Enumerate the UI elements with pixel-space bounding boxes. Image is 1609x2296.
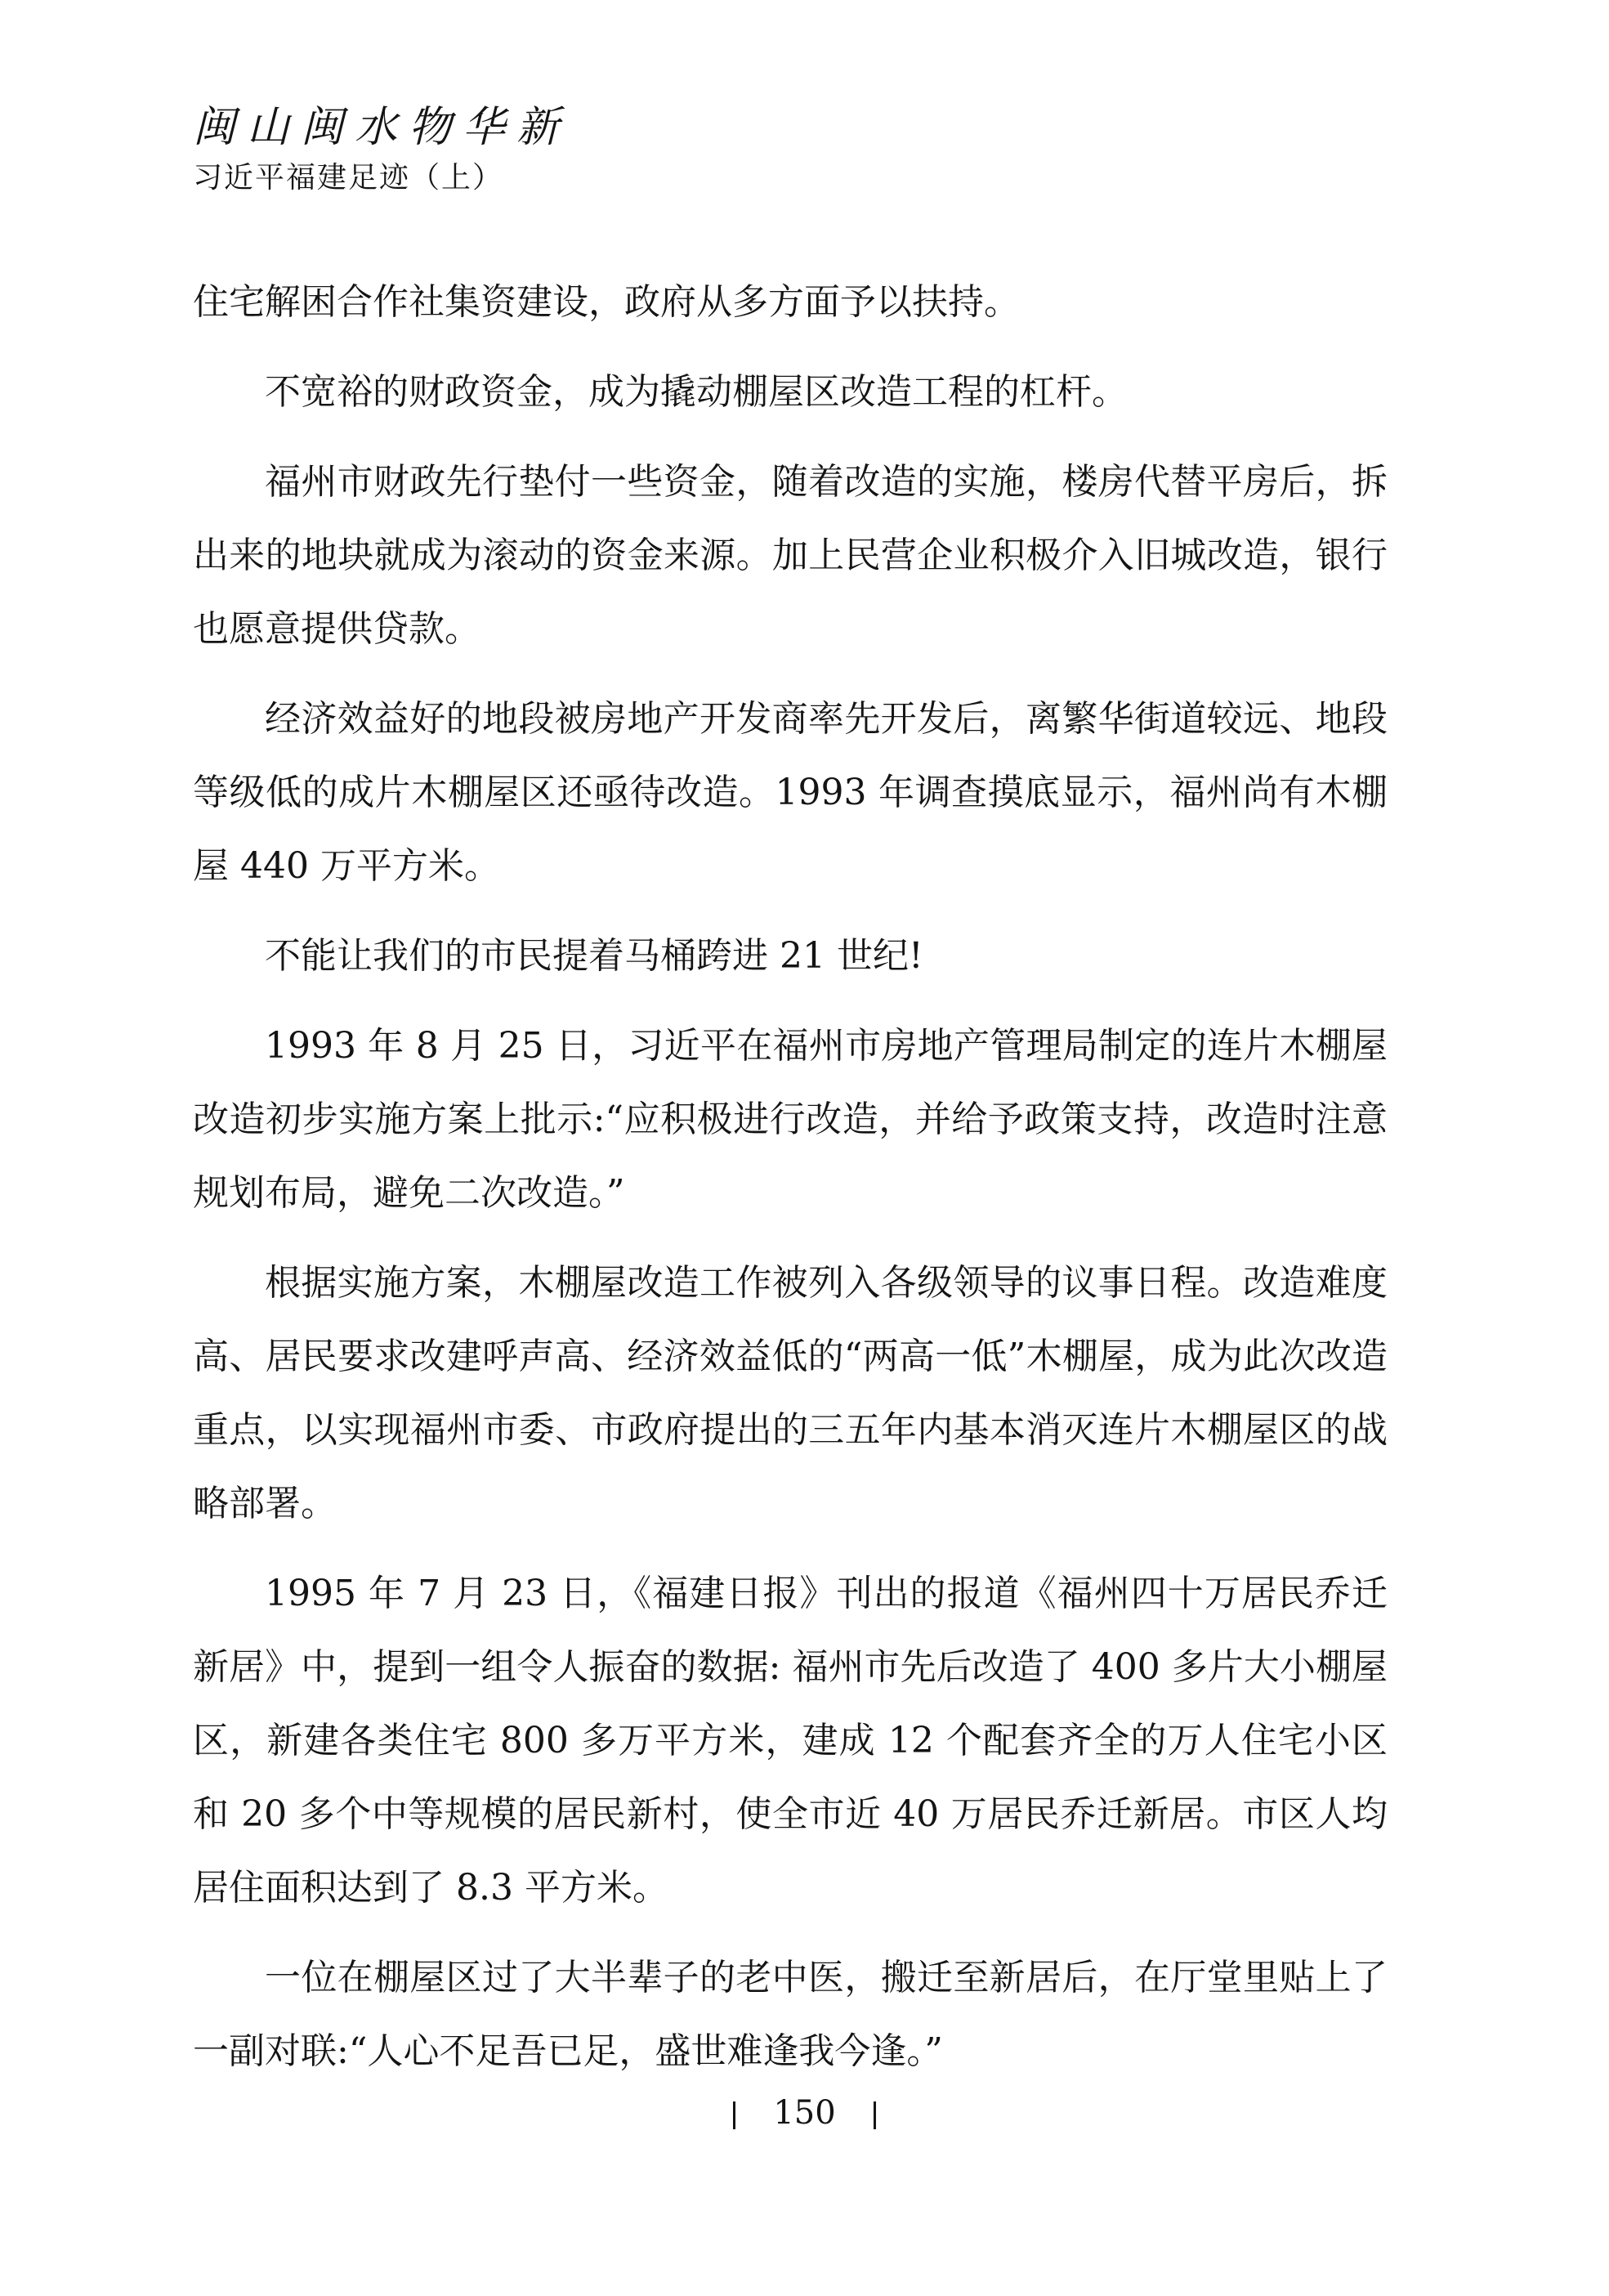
page-number-footer (0, 2088, 1609, 2137)
paragraph: 经济效益好的地段被房地产开发商率先开发后，离繁华街道较远、地段等级低的成片木棚屋区还亟待改造。1993 年调查摸底显示，福州尚有木棚屋 440 万平方米。 (193, 698, 1388, 887)
running-head (193, 100, 765, 198)
series-title: 闽山闽水物华新 (193, 103, 571, 152)
paragraph: 住宅解困合作社集资建设，政府从多方面予以扶持。 (193, 281, 1020, 323)
folio-bar-right (874, 2101, 876, 2129)
paragraph: 根据实施方案，木棚屋改造工作被列入各级领导的议事日程。改造难度高、居民要求改建呼声高、经济效益低的“两高一低”木棚屋，成为此次改造重点，以实现福州市委、市政府提出的三五年内基本消灭连片木棚屋区的战略部署。 (193, 1262, 1388, 1524)
paragraph: 1995 年 7 月 23 日，《福建日报》刊出的报道《福州四十万居民乔迁新居》中，提到一组令人振奋的数据: 福州市先后改造了 400 多片大小棚屋区，新建各类住宅 800 多万平方米，建成 12 个配套齐全的万人住宅小区和 20 多个中等规模的居民新村，使全市近 40 万居民乔迁新居。市区人均居住面积达到了 8.3 平方米。 (193, 1573, 1388, 1909)
paragraph: 一位在棚屋区过了大半辈子的老中医，搬迁至新居后，在厅堂里贴上了一副对联:“人心不足吾已足，盛世难逢我今逢。” (193, 1957, 1388, 2072)
paragraph: 福州市财政先行垫付一些资金，随着改造的实施，楼房代替平房后，拆出来的地块就成为滚动的资金来源。加上民营企业积极介入旧城改造，银行也愿意提供贷款。 (193, 461, 1388, 650)
paragraph: 不宽裕的财政资金，成为撬动棚屋区改造工程的杠杆。 (265, 371, 1128, 413)
folio-bar-left (733, 2101, 735, 2129)
body-text (193, 266, 1388, 2105)
page-number: 150 (773, 2094, 836, 2132)
paragraph: 不能让我们的市民提着马桶跨进 21 世纪! (265, 935, 923, 977)
paragraph: 1993 年 8 月 25 日，习近平在福州市房地产管理局制定的连片木棚屋改造初步实施方案上批示:“应积极进行改造，并给予政策支持，改造时注意规划布局，避免二次改造。” (193, 1025, 1388, 1214)
book-title: 习近平福建足迹（上） (193, 161, 504, 195)
